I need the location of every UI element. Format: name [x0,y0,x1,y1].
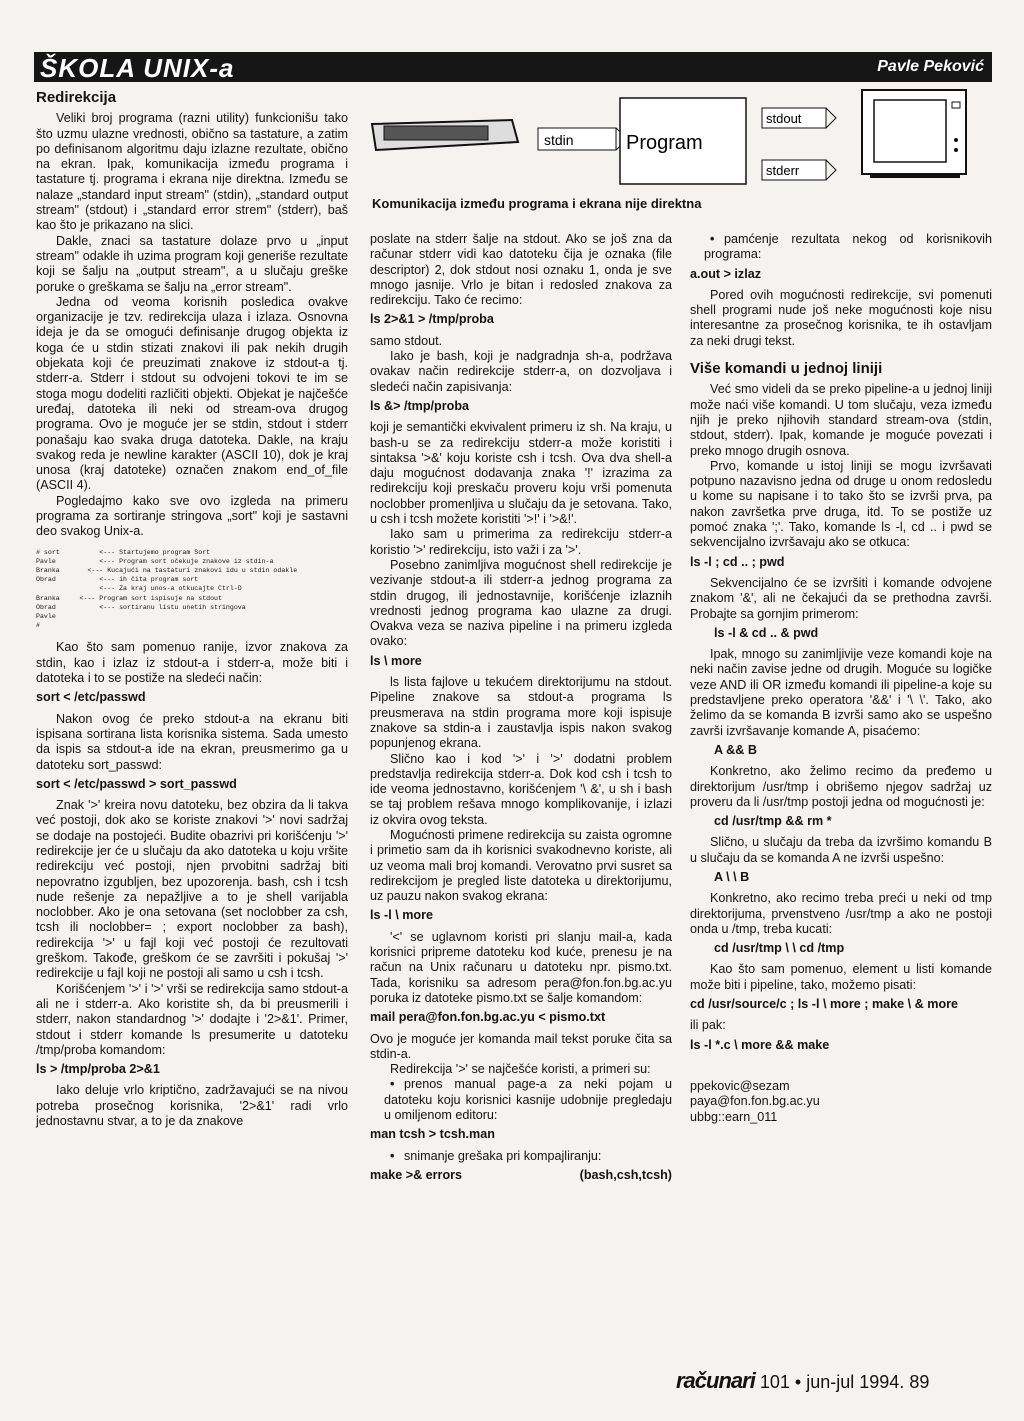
diagram-caption: Komunikacija između programa i ekrana nije direktna [372,196,702,211]
command-line [370,1168,672,1183]
command-line: A \ \ B [714,869,750,884]
paragraph: Znak '>' kreira novu datoteku, bez obzira da li takva već postoji, dok ako se koriste znakovi '>' novi sadržaj se dodaje na postojeći. Budite obazrivi pri korišćenju '>' redirekcije jer će u slučaju da ako datoteka u koju vršite redirekciju već postoji, njen prvobitni sadržaj biti nepovratno izgubljen, bez upozorenja. bash, csh i tcsh nude rešenje za nepažljive a to je shell varijabla noclobber. Ako je ona setovana (set noclobber za csh, tcsh ili noclobber= ; export noclobber za bash), redirekcija '>' u fajl koji već postoji će rezultovati greškom. Takođe, greškom će se završiti i pokušaj '>' redirekcije u fajl koji ne postoji ali samo u csh i tcsh. [36,798,348,981]
page-footer [676,1368,929,1394]
stderr-label: stderr [766,163,800,178]
paragraph: Sekvencijalno će se izvršiti i komande odvojene znakom '&', ali ne čekajući da se prethodna završi. Probajte sa gornjim primerom: [690,575,992,621]
stdin-label: stdin [544,132,574,148]
bullet-item: • prenos manual page-a za neki pojam u datoteku koju korisnici kasnije udobnije pregledaju u omiljenom editoru: [370,1077,672,1123]
command-note: (bash,csh,tcsh) [579,1167,672,1182]
command-line: sort < /etc/passwd [36,690,146,705]
paragraph: Iako deluje vrlo kriptično, zadržavajući se na nivou potreba prosečnog korisnika, '2>&1' radi vrlo jednostavnu stvar, a to je da znakove [36,1083,348,1129]
command-line: cd /usr/tmp && rm * [714,814,832,829]
section-header [34,52,992,82]
paragraph: Veliki broj programa (razni utility) funkcionišu tako što uzmu ulazne vrednosti, obično sa tastature, a zatim po definisanom algoritmu daju izlazne rezultate, obično na ekran. Ipak, komunikacija između programa i tastature tj. programa i ekrana nije direktna. Između se nalaze „standard input stream" (stdin), „standard output stream" (stdout) i „standard error strem" (stderr), baš kao što je prikazano na slici. [36,111,348,233]
paragraph: Slično kao i kod '>' i '>' dodatni problem predstavlja redirekcija stderr-a. Dok kod csh i tcsh to ide veoma jednostavno, korišćenjem '\ &', u sh i bash se taj problem rešava mnogo komplikovanije, i izlazi iz okvira ovog teksta. [370,751,672,827]
bullet-item: • snimanje grešaka pri kompajliranju: [370,1149,672,1164]
paragraph: Ovo je moguće jer komanda mail tekst poruke čita sa stdin-a. [370,1031,672,1061]
signature-line: ubbg::earn_011 [690,1109,778,1124]
paragraph: Posebno zanimljiva mogućnost shell redirekcije je vezivanje stdout-a ili stderr-a jednog programa za stdin drugog, ili jednostavnije, korišćenje izlaznih vrednosti jednog programa kao ulazne za drugi. Ovakva veza se naziva pipeline i na primeru izgleda ovako: [370,557,672,649]
magazine-logo: računari [676,1368,755,1393]
column-3 [690,232,992,1125]
command-line: ls -l *.c \ more && make [690,1037,830,1052]
section-title: ŠKOLA UNIX-a [40,53,235,83]
paragraph: Iako je bash, koji je nadgradnja sh-a, podržava ovakav način redirekcije stderr-a, on dozvoljava i sledeći način zapisivanja: [370,349,672,394]
paragraph: Jedna od veoma korisnih posledica ovakve organizacije je tzv. redirekcija ulaza i izlaza. Osnovna ideja je da se omogući definisanje drugog objekta iz koga će u stdin stizati znakovi ili pak nekih drugih objekata koji će preuzimati znakove iz stdout-a tj. stderr-a. Stderr i stdout su odvojeni tokovi te im se stoga mogu dodeliti različiti objekti. Objekat je najčešće uređaj, datoteka ili neki od stream-ova drugog programa. Ovo je moguće jer se stdin, stdout i stderr ponašaju kao svaka druga datoteka. Dakle, na kraju svakog reda je newline karakter (ASCII 10), dok je kraj unosa (kraj datoteke) označen znakom end_of_file (ASCII 4). [36,294,348,493]
paragraph: Ipak, mnogo su zanimljivije veze komandi koje na neki način zavise jedne od drugih. Moguće su logičke veze AND ili OR između komandi ili pipeline-a koje su predstavljene preko operatora '&&' i '\ \'. Tako, ako želimo da se komanda B izvrši samo ako se uspešno završi izvršavanje komande A, pisaćemo: [690,647,992,738]
code-listing-sort: # sort <--- Startujemo program Sort Pavle <--- Program sort očekuje znakove iz stdin-a Branka <--- Kucajući na tastaturi znakovi idu u stdin odakle Obrad <--- ih čita program sort <--- Za kraj unos-a otkucajte Ctrl-D Branka <--- Program sort ispisuje na stdout Obrad <--- sortiranu listu unetih stringova Pavle # [36,548,298,630]
paragraph: koji je semantički ekvivalent primeru iz sh. Na kraju, u bash-u se za redirekciju stderr-a može koristiti i sintaksa '>&' koju koriste csh i tcsh. Ova dva shell-a daju mogućnost dodavanja znaka '!' izrazima za redirekciju koji preskaču proveru koju vrši pomenuta noclobber promenljiva u slučaju da je setovana. Tako, u csh i tcsh možete koristiti '>!' i '>&!'. [370,420,672,527]
paragraph: Kao što sam pomenuo ranije, izvor znakova za stdin, kao i izlaz iz stdout-a i stderr-a, može biti i datoteka i to se postiže na sledeći način: [36,640,348,686]
command-line: ls \ more [370,653,422,668]
paragraph: Prvo, komande u istoj liniji se mogu izvršavati potpuno nazavisno jedna od druge u onom redosledu u kome su napisane i to tako što se izvrši prva, pa nakon završetka prve druga, itd. To se postiže uz pomoć znaka ';'. Tako, komande ls -l, cd .. i pwd se sekvencijalno izvršavaju ako se otkuca: [690,458,992,550]
command-line: sort < /etc/passwd > sort_passwd [36,776,237,791]
paragraph: ili pak: [690,1018,726,1033]
command-line: ls 2>&1 > /tmp/proba [370,312,494,327]
paragraph: Pogledajmo kako sve ovo izgleda na primeru programa za sortiranje stringova „sort" koji je sastavni deo svakog Unix-a. [36,493,348,539]
section-heading-redirekcija: Redirekcija [36,89,117,106]
issue-date: jun-jul 1994. [806,1372,905,1392]
command-line: man tcsh > tcsh.man [370,1127,495,1142]
command-text: make >& errors [370,1167,463,1182]
page-number: 89 [909,1372,930,1392]
paragraph: Konkretno, ako recimo treba preći u neki od tmp direktorijuma, prvenstveno /usr/tmp a ako ne postoji onda u /tmp, treba kucati: [690,891,992,936]
paragraph: poslate na stderr šalje na stdout. Ako se još zna da računar stderr vidi kao datoteku čija je oznaka (file descriptor) 2, dok stdout nosi oznaku 1, onda je sve mnogo jasnije. Vrlo je bitan i redosled znakova za redirekciju. Tako će recimo: [370,232,672,308]
keyboard-icon [372,120,518,150]
paragraph: Korišćenjem '>' i '>' vrši se redirekcija samo stdout-a ali ne i stderr-a. Ako koristite sh, da bi preusmerili i stderr, nakon standardnog '>' dodajte i '2>&1'. Primer, stdout i stderr komande ls presumerite u datoteku /tmp/proba komandom: [36,981,348,1057]
column-2 [370,232,672,1189]
section-heading-vise-komandi: Više komandi u jednoj liniji [690,360,883,378]
paragraph: samo stdout. [370,333,443,348]
stdin-box [538,128,628,150]
program-box [620,98,746,184]
paragraph: Već smo videli da se preko pipeline-a u jednoj liniji može naći više komandi. U tom slučaju, veza između njih je preko njihovih standard stream-ova (stdin, stdout, stderr). Ipak, komande je moguće povezati i preko mnogo drugih osnova. [690,382,992,458]
bullet-item: • pamćenje rezultata nekog od korisnikovih programa: [690,232,992,263]
signature-line: paya@fon.fon.bg.ac.yu [690,1094,820,1109]
paragraph: Mogućnosti primene redirekcija su zaista ogromne i primetio sam da ih korisnici svakodnevno koriste, ali uz veoma mali broj komandi. Verovatno prvi susret sa redirekcijom je pregled liste datoteka u direktorijumu, uz pauzu nakon svakog ekrana: [370,827,672,904]
command-line: cd /usr/tmp \ \ cd /tmp [714,941,845,956]
monitor-icon [862,90,966,178]
paragraph: Slično, u slučaju da treba da izvršimo komandu B u slučaju da se komanda A ne izvrši uspešno: [690,835,992,865]
paragraph: '<' se uglavnom koristi pri slanju mail-a, kada korisnici pripreme datoteku kod kuće, prenesu je na račun na Unix računaru u datoteku npr. pismo.txt. Tada, korisniku sa adresom pera@fon.fon.bg.ac.yu poruka iz datoteke pismo.txt se šalje komandom: [370,929,672,1005]
stdout-box [762,108,836,128]
paragraph: ls lista fajlove u tekućem direktorijumu na stdout. Pipeline znakove sa stdout-a programa ls preusmerava na stdin programa more koji ispisuje znakove sa stdin-a i zaustavlja ispis nakon svakog popunjenog ekrana. [370,675,672,751]
bullet-separator-icon: • [794,1372,802,1392]
redirection-diagram [362,80,994,198]
signature-line: ppekovic@sezam [690,1078,790,1093]
command-line: cd /usr/source/c ; ls -l \ more ; make \ & more [690,997,959,1012]
command-line: ls -l & cd .. & pwd [714,625,819,640]
command-line: A && B [714,742,757,757]
author-name: Pavle Peković [877,58,984,75]
command-line: ls &> /tmp/proba [370,398,470,413]
issue-number: 101 [759,1372,790,1392]
column-1 [36,86,348,1129]
author-signature [690,1079,992,1125]
stderr-box [762,160,836,180]
paragraph: Pored ovih mogućnosti redirekcije, svi pomenuti shell programi nude još neke mogućnosti koje nisu interesantne za prosečnog korisnika, te ih ostavljam za neki drugi tekst. [690,287,992,348]
command-line: mail pera@fon.fon.bg.ac.yu < pismo.txt [370,1010,606,1025]
paragraph: Redirekcija '>' se najčešće koristi, a primeri su: [390,1062,651,1077]
paragraph: Dakle, znaci sa tastature dolaze prvo u „input stream" odakle ih uzima program koji generiše rezultate koji se šalju na „output stream", a u slučaju greške poruke o greškama se šalju na „error stream". [36,233,348,294]
command-line: ls -l \ more [370,908,433,923]
program-label: Program [626,132,703,154]
stdout-label: stdout [766,111,802,126]
command-line: ls -l ; cd .. ; pwd [690,554,785,569]
paragraph: Iako sam u primerima za redirekciju stderr-a koristio '>' redirekciju, isto važi i za '>'. [370,527,672,557]
paragraph: Kao što sam pomenuo, element u listi komande može biti i pipeline, tako, možemo pisati: [690,962,992,992]
paragraph: Konkretno, ako želimo recimo da pređemo u direktorijum /usr/tmp i obrišemo njegov sadržaj uz proveru da li /usr/tmp postoji jedna od mogućnosti je: [690,764,992,809]
command-line: a.out > izlaz [690,266,762,281]
paragraph: Nakon ovog će preko stdout-a na ekranu biti ispisana sortirana lista korisnika sistema. Sada umesto da ispis sa stdout-a ide na ekran, preusmerimo ga u datoteku sort_passwd: [36,711,348,772]
command-line: ls > /tmp/proba 2>&1 [36,1062,160,1077]
